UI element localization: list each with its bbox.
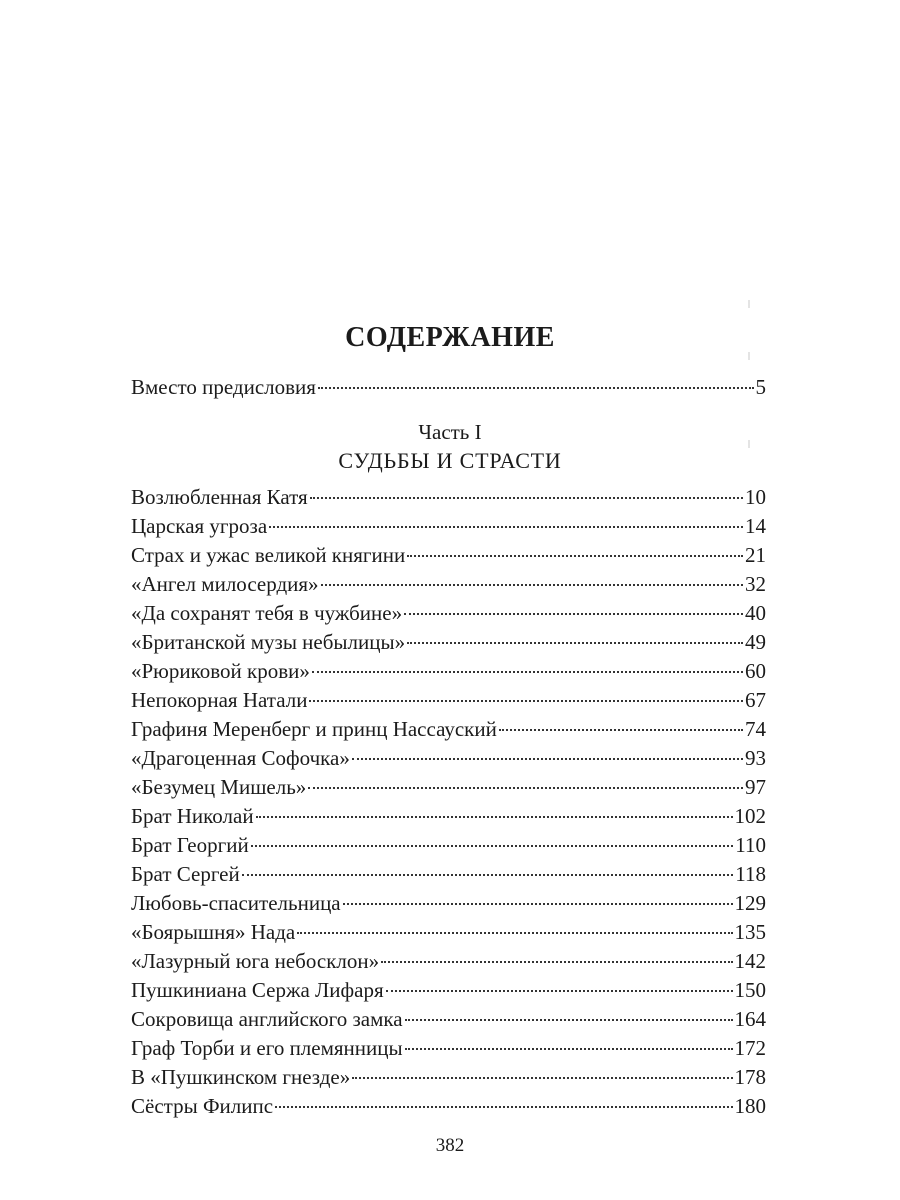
toc-entry-title: Сокровища английского замка: [131, 1007, 403, 1031]
dot-leader: [386, 990, 733, 992]
toc-entry-title: Графиня Меренберг и принц Нассауский: [131, 717, 497, 741]
dot-leader: [256, 816, 733, 818]
toc-entry-title: Возлюбленная Катя: [131, 485, 308, 509]
toc-entry-title: Любовь-спасительница: [131, 891, 341, 915]
toc-entry-title: «Лазурный юга небосклон»: [131, 949, 380, 973]
toc-entry-title: «Ангел милосердия»: [131, 572, 319, 596]
toc-entry[interactable]: [131, 513, 766, 539]
toc-entry[interactable]: [131, 658, 766, 684]
toc-entry[interactable]: [131, 571, 766, 597]
toc-entry[interactable]: [131, 687, 766, 713]
toc-entry-page: 150: [734, 978, 766, 1002]
dot-leader: [242, 874, 734, 876]
toc-entry-page: 40: [745, 601, 766, 625]
dot-leader: [297, 932, 732, 934]
toc-entry-page: 142: [734, 949, 766, 973]
dot-leader: [321, 584, 743, 586]
toc-entry-title: Сёстры Филипс: [131, 1094, 274, 1118]
toc-entry-page: 164: [734, 1007, 766, 1031]
dot-leader: [251, 845, 734, 847]
toc-entry-page: 49: [745, 630, 766, 654]
toc-entry-page: 178: [734, 1065, 766, 1089]
toc-entry[interactable]: [131, 1064, 766, 1090]
toc-entry-title: «Безумец Мишель»: [131, 775, 307, 799]
toc-entry[interactable]: [131, 542, 766, 568]
dot-leader: [352, 758, 743, 760]
toc-entry-page: 135: [734, 920, 766, 944]
toc-entry-page: 102: [734, 804, 766, 828]
toc-entry-page: 5: [755, 375, 766, 399]
dot-leader: [405, 1048, 733, 1050]
toc-entry-preface[interactable]: [131, 374, 766, 400]
toc-entry-page: 32: [745, 572, 766, 596]
toc-entry-title: Царская угроза: [131, 514, 268, 538]
toc-entry-page: 74: [745, 717, 766, 741]
toc-entry-title: «Драгоценная Софочка»: [131, 746, 350, 770]
part-label: Часть I: [418, 420, 482, 444]
toc-entry[interactable]: [131, 1006, 766, 1032]
toc-entry[interactable]: [131, 861, 766, 887]
toc-entry-title: Страх и ужас великой княгини: [131, 543, 406, 567]
dot-leader: [405, 1019, 733, 1021]
toc-entry-page: 60: [745, 659, 766, 683]
toc-entry-title: «Британской музы небылицы»: [131, 630, 406, 654]
toc-entry[interactable]: [131, 600, 766, 626]
toc-entry-title: Брат Георгий: [131, 833, 249, 857]
dot-leader: [499, 729, 743, 731]
toc-entry-title: «Боярышня» Нада: [131, 920, 296, 944]
scan-mark: [748, 300, 750, 308]
dot-leader: [308, 787, 743, 789]
toc-entry-page: 180: [734, 1094, 766, 1118]
toc-entry-page: 10: [745, 485, 766, 509]
dot-leader: [407, 642, 743, 644]
toc-entry-title: «Рюриковой крови»: [131, 659, 310, 683]
dot-leader: [269, 526, 743, 528]
toc-entry-title: Непокорная Натали: [131, 688, 308, 712]
toc-entry-page: 21: [745, 543, 766, 567]
toc-entry[interactable]: [131, 890, 766, 916]
dot-leader: [352, 1077, 732, 1079]
toc-entry[interactable]: [131, 803, 766, 829]
page-number: 382: [435, 1135, 465, 1156]
toc-entry[interactable]: [131, 774, 766, 800]
toc-entry[interactable]: [131, 832, 766, 858]
dot-leader: [312, 671, 743, 673]
toc-entry[interactable]: [131, 1093, 766, 1119]
toc-entry[interactable]: [131, 919, 766, 945]
toc-entry-title: «Да сохранят тебя в чужбине»: [131, 601, 403, 625]
toc-entry-title: Пушкиниана Сержа Лифаря: [131, 978, 384, 1002]
toc-entry-title: В «Пушкинском гнезде»: [131, 1065, 351, 1089]
part-title: СУДЬБЫ И СТРАСТИ: [338, 448, 562, 473]
dot-leader: [343, 903, 733, 905]
dot-leader: [309, 700, 743, 702]
toc-entry-page: 172: [734, 1036, 766, 1060]
toc-entry-page: 129: [734, 891, 766, 915]
dot-leader: [275, 1106, 732, 1108]
toc-entry-title: Граф Торби и его племянницы: [131, 1036, 403, 1060]
page-title: СОДЕРЖАНИЕ: [345, 322, 555, 353]
toc-entry-page: 110: [735, 833, 766, 857]
toc-entry-title: Вместо предисловия: [131, 375, 316, 399]
toc-entry[interactable]: [131, 484, 766, 510]
toc-entry[interactable]: [131, 977, 766, 1003]
dot-leader: [318, 387, 754, 389]
toc-entry-title: Брат Николай: [131, 804, 254, 828]
toc-entry[interactable]: [131, 745, 766, 771]
toc-entry[interactable]: [131, 629, 766, 655]
toc-entry-title: Брат Сергей: [131, 862, 240, 886]
toc-entry-page: 118: [735, 862, 766, 886]
toc-entry[interactable]: [131, 948, 766, 974]
dot-leader: [407, 555, 743, 557]
toc-entry-page: 97: [745, 775, 766, 799]
toc-entry[interactable]: [131, 1035, 766, 1061]
toc-entry-page: 14: [745, 514, 766, 538]
toc-entry[interactable]: [131, 716, 766, 742]
dot-leader: [310, 497, 743, 499]
toc-entry-page: 93: [745, 746, 766, 770]
toc-entry-page: 67: [745, 688, 766, 712]
dot-leader: [381, 961, 732, 963]
dot-leader: [404, 613, 743, 615]
